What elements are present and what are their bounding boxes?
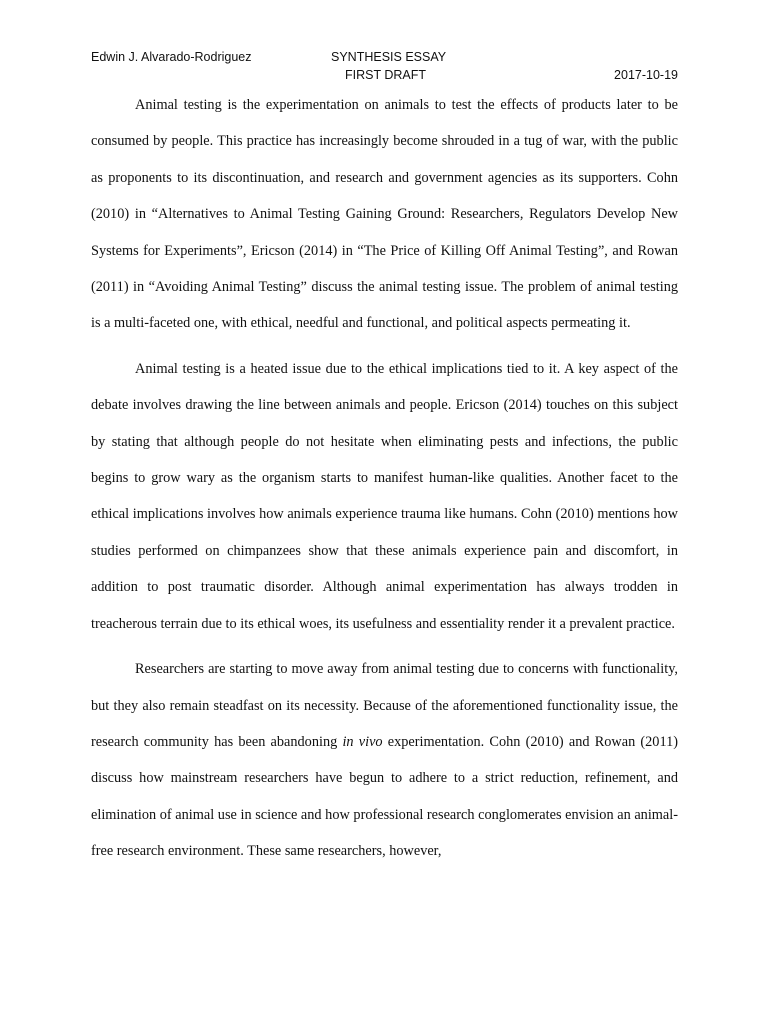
paragraph-3-text-b: experimentation. Cohn (2010) and Rowan (2011) discuss how mainstream researchers have begun to adhere to a strict reduction, refinement, and elimination of animal use in science and how professional research conglomerates envision an animal-free research environment. These same researchers, however,: [91, 733, 678, 860]
paragraph-2: Animal testing is a heated issue due to the ethical implications tied to it. A key aspect of the debate involves drawing the line between animals and people. Ericson (2014) touches on this subject by stating that although people do not hesitate when eliminating pests and infections, the public begins to grow wary as the organism starts to manifest human-like qualities. Another facet to the ethical implications involves how animals experience trauma like humans. Cohn (2010) mentions how studies performed on chimpanzees show that these animals experience pain and discomfort, in addition to post traumatic disorder. Although animal experimentation has always trodden in treacherous terrain due to its ethical woes, its usefulness and essentiality render it a prevalent practice.: [91, 360, 678, 632]
essay-date: 2017-10-19: [614, 68, 678, 82]
paragraph-3-italic: in vivo: [342, 733, 383, 750]
paragraph-3: [91, 651, 678, 869]
paragraph-1: Animal testing is the experimentation on animals to test the effects of products later to be consumed by people. This practice has increasingly become shrouded in a tug of war, with the public as proponents to its discontinuation, and research and government agencies as its supporters. Cohn (2010) in “Alternatives to Animal Testing Gaining Ground: Researchers, Regulators Develop New Systems for Experiments”, Ericson (2014) in “The Price of Killing Off Animal Testing”, and Rowan (2011) in “Avoiding Animal Testing” discuss the animal testing issue. The problem of animal testing is a multi-faceted one, with ethical, needful and functional, and political aspects permeating it.: [91, 97, 678, 332]
author-name: Edwin J. Alvarado-Rodriguez: [91, 50, 252, 64]
paragraph-3-text-a: Researchers are starting to move away from animal testing due to concerns with functionality, but they also remain steadfast on its necessity. Because of the aforementioned functionality issue, the research community has been abandoning: [91, 661, 678, 750]
essay-title: SYNTHESIS ESSAY: [331, 50, 447, 64]
essay-body: [91, 87, 678, 870]
draft-label: FIRST DRAFT: [345, 68, 427, 82]
